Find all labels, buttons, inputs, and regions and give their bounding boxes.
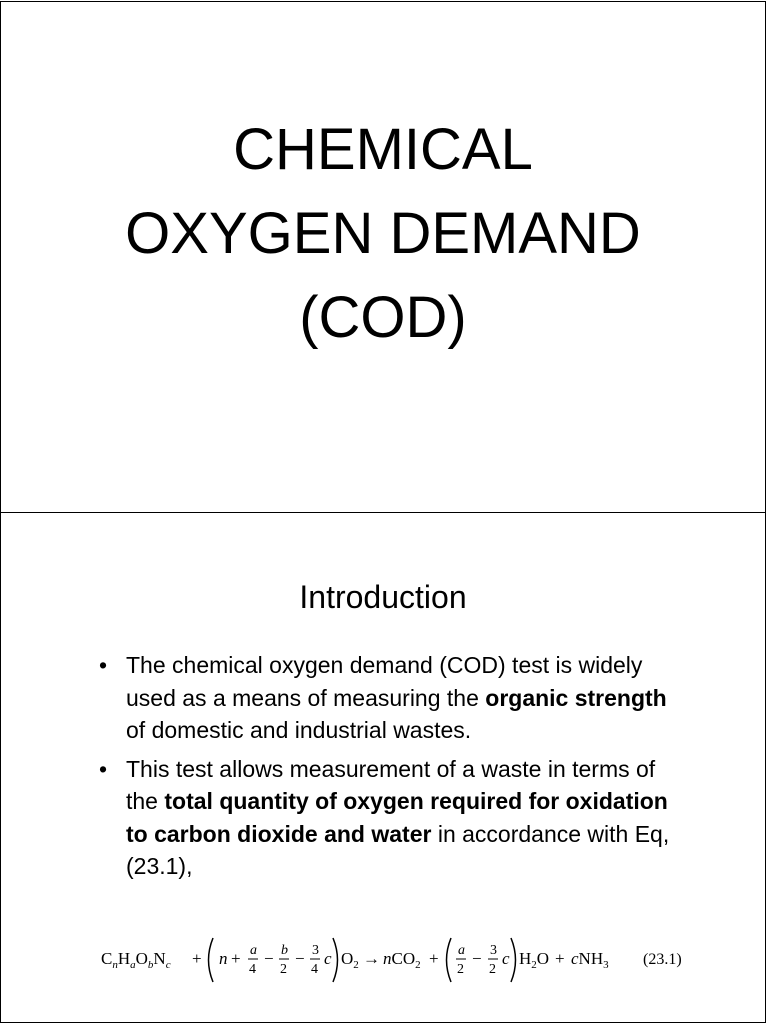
plus-sign: +: [429, 949, 439, 968]
bullet-item-2: [97, 753, 677, 883]
minus-sign: −: [264, 949, 274, 968]
title-line-3: (COD): [299, 285, 467, 350]
reaction-arrow: →: [363, 949, 380, 968]
equation-23-1: [101, 928, 701, 988]
frac-2-den: 2: [489, 962, 496, 977]
frac-3-num: 3: [312, 943, 319, 958]
co2-formula: nCO$_2$: [383, 949, 421, 971]
frac-a-num: a: [250, 943, 257, 958]
n-term: n: [219, 949, 228, 968]
bullet-icon: •: [99, 652, 108, 678]
slide-heading: Introduction: [299, 579, 467, 615]
frac-3-num: 3: [490, 943, 497, 958]
plus-sign: +: [192, 949, 202, 968]
frac-4-den: 4: [311, 962, 318, 977]
frac-b-num: b: [281, 943, 288, 958]
equation-label: (23.1): [643, 951, 682, 968]
left-paren: [447, 938, 452, 982]
frac-a-num: a: [458, 943, 465, 958]
frac-2-den: 2: [457, 962, 464, 977]
ammonia-formula: cNH$_3$: [571, 949, 609, 971]
right-paren: [333, 938, 338, 982]
minus-sign: −: [472, 949, 482, 968]
bullet-2-text-before: This test allows measurement of a waste in terms of the: [126, 755, 656, 814]
bullet-2-bold: total quantity of oxygen required for oxidation to carbon dioxide and water: [126, 788, 668, 847]
bullet-1-text-after: of domestic and industrial wastes.: [126, 717, 472, 743]
title-line-2: OXYGEN DEMAND: [125, 201, 641, 266]
bullet-icon: •: [99, 755, 108, 782]
bullet-1-bold: organic strength: [485, 684, 667, 711]
water-formula: $H_2O$: [519, 949, 550, 971]
bullet-item-1: [97, 649, 677, 747]
title-line-1: CHEMICAL: [233, 117, 533, 182]
c-term: c: [502, 949, 510, 968]
c-term: c: [324, 949, 332, 968]
slide-title: [1, 108, 765, 360]
left-paren: [209, 938, 214, 982]
frac-4-den: 4: [249, 962, 256, 977]
title-slide: [0, 1, 766, 513]
frac-2-den: 2: [280, 962, 287, 977]
bullet-1-text-before: The chemical oxygen demand (COD) test is widely used as a means of measuring the: [126, 652, 643, 711]
reactant-formula: $C_nH_aO_bN_c$: [101, 949, 171, 971]
bullet-list: [97, 649, 677, 889]
plus-sign: +: [555, 949, 565, 968]
introduction-slide: [0, 512, 766, 1023]
bullet-2-text-after: in accordance with Eq, (23.1),: [126, 820, 670, 879]
right-paren: [511, 938, 516, 982]
plus-sign: +: [231, 949, 241, 968]
oxygen-formula: $O_2$: [341, 949, 359, 971]
minus-sign: −: [295, 949, 305, 968]
